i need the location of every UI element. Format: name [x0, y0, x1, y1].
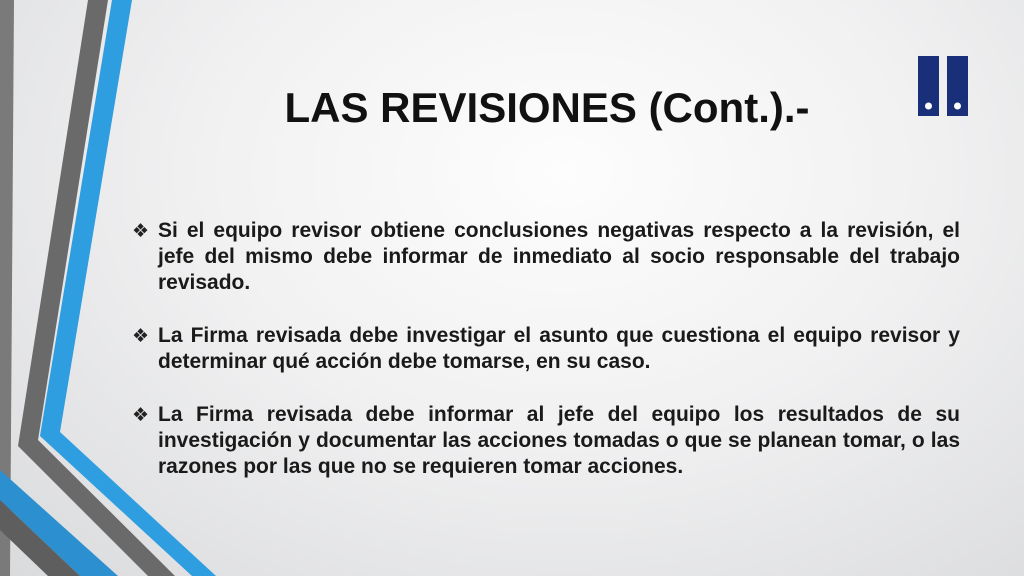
bullet-list [132, 218, 960, 507]
diamond-bullet-icon: ❖ [132, 404, 150, 426]
bullet-text: Si el equipo revisor obtiene conclusiones negativas respecto a la revisión, el jefe del mismo debe informar de inmediato al socio responsable del trabajo revisado. [158, 219, 960, 294]
slide-title: LAS REVISIONES (Cont.).- [284, 84, 810, 131]
bullet-text: La Firma revisada debe informar al jefe del equipo los resultados de su investigación y documentar las acciones tomadas o que se planean tomar, o las razones por las que no se requieren tomar acciones. [158, 403, 960, 478]
diamond-bullet-icon: ❖ [132, 220, 150, 242]
bullet-item [132, 218, 960, 296]
diamond-bullet-icon: ❖ [132, 325, 150, 347]
bullet-item [132, 402, 960, 480]
bullet-text: La Firma revisada debe investigar el asunto que cuestiona el equipo revisor y determinar qué acción debe tomarse, en su caso. [158, 324, 960, 373]
bullet-item [132, 323, 960, 375]
